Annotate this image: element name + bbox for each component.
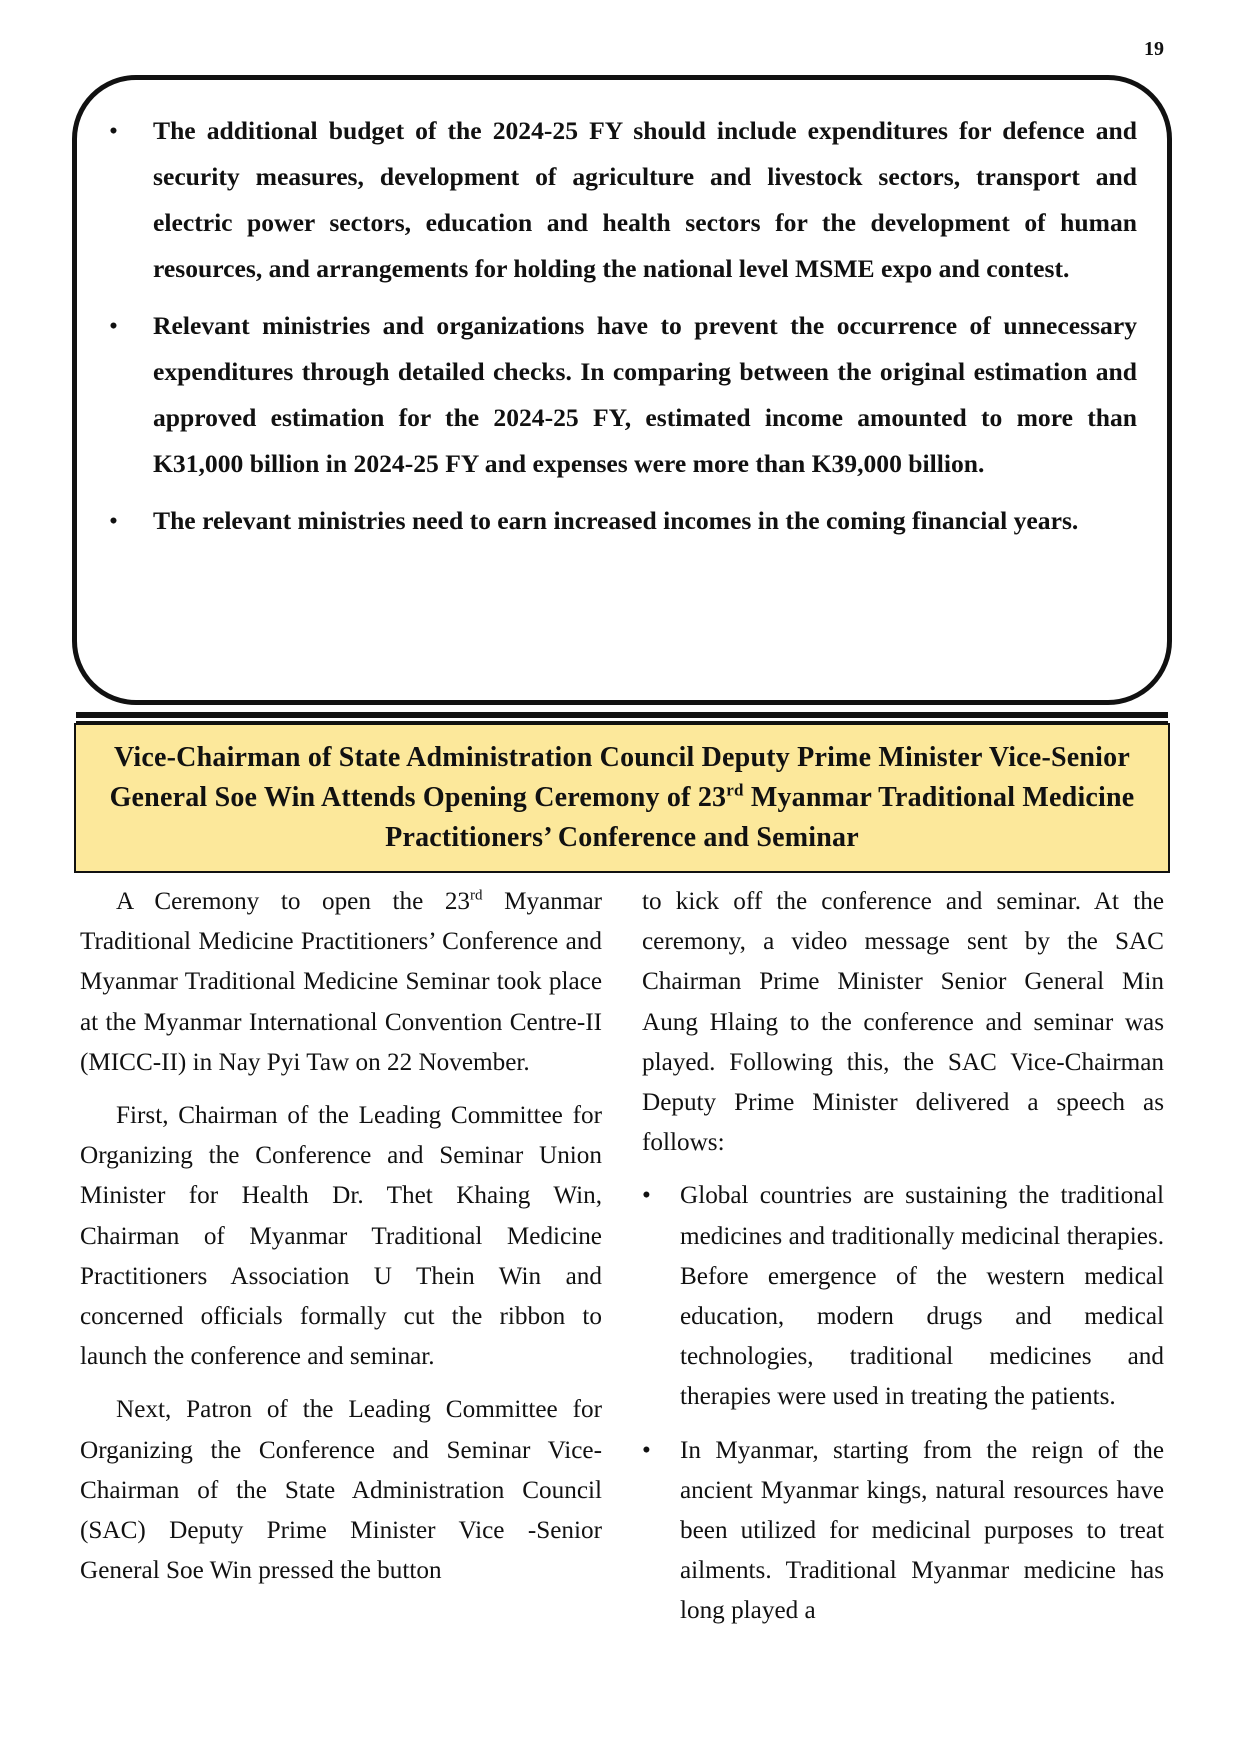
article-paragraph: First, Chairman of the Leading Committee for Organizing the Conference and Seminar Union Minister for Health Dr. Thet Khaing Win, Chairman of Myanmar Traditional Medicine Practitioners Association U Thein Win and concerned officials formally cut the ribbon to launch the conference and seminar.: [80, 1102, 602, 1371]
page-number: 19: [1144, 38, 1164, 60]
article-paragraph: [80, 882, 602, 1083]
bullet-icon: •: [642, 1182, 651, 1210]
bullet-icon: •: [109, 506, 118, 535]
bullet-icon: •: [642, 1436, 651, 1464]
headline-banner: [74, 723, 1170, 873]
speech-bullet-item: [642, 1176, 1164, 1417]
budget-bullet-item: [109, 108, 1137, 292]
section-divider-thick: [76, 712, 1168, 718]
article-paragraph: to kick off the conference and seminar. At the ceremony, a video message sent by the SAC Chairman Prime Minister Senior General Min Aung Hlaing to the conference and seminar was played. Following this, the SAC Vice-Chairman Deputy Prime Minister delivered a speech as follows:: [642, 888, 1164, 1157]
budget-bullet-item: [109, 303, 1137, 487]
budget-bullet-text: The relevant ministries need to earn increased incomes in the coming financial years.: [153, 506, 1079, 535]
speech-bullet-item: [642, 1431, 1164, 1632]
headline-text-start: Vice-Chairman of State Administration Council Deputy Prime Minister Vice-Senior General Soe Win Attends Opening Ceremony of 23: [109, 742, 1130, 813]
article-column-right: [642, 882, 1164, 1645]
speech-bullet-text: In Myanmar, starting from the reign of the ancient Myanmar kings, natural resources have been utilized for medicinal purposes to treat ailments. Traditional Myanmar medicine has long played a: [680, 1436, 1164, 1625]
bullet-icon: •: [109, 116, 118, 145]
speech-bullet-text: Global countries are sustaining the traditional medicines and traditionally medicinal therapies. Before emergence of the western medical education, modern drugs and medical technologies, traditional medicines and therapies were used in treating the patients.: [680, 1182, 1164, 1411]
budget-bullet-text: The additional budget of the 2024-25 FY should include expenditures for defence and security measures, development of agriculture and livestock sectors, transport and electric power sectors, education and health sectors for the development of human resources, and arrangements for holding the national level MSME expo and contest.: [153, 116, 1137, 283]
ordinal-suffix: rd: [470, 887, 483, 904]
budget-bullet-list: [109, 108, 1137, 544]
speech-bullet-list: [642, 1176, 1164, 1631]
headline-text-end: Myanmar Traditional Medicine Practitioners’ Conference and Seminar: [385, 782, 1135, 853]
paragraph-text-start: A Ceremony to open the 23: [116, 888, 471, 915]
budget-bullet-item: [109, 498, 1137, 544]
budget-bullet-text: Relevant ministries and organizations have to prevent the occurrence of unnecessary expenditures through detailed checks. In comparing between the original estimation and approved estimation for the 2024-25 FY, estimated income amounted to more than K31,000 billion in 2024-25 FY and expenses were more than K39,000 billion.: [153, 311, 1137, 478]
bullet-icon: •: [109, 311, 118, 340]
paragraph-text-end: Myanmar Traditional Medicine Practitioners’ Conference and Myanmar Traditional Medicine Seminar took place at the Myanmar International Convention Centre-II (MICC-II) in Nay Pyi Taw on 22 November.: [80, 888, 603, 1076]
headline-ordinal-suffix: rd: [726, 780, 744, 800]
budget-highlight-box: [72, 75, 1172, 705]
article-headline: [92, 738, 1152, 858]
article-paragraph: Next, Patron of the Leading Committee for Organizing the Conference and Seminar Vice-Chairman of the State Administration Council (SAC) Deputy Prime Minister Vice -Senior General Soe Win pressed the button: [80, 1396, 602, 1585]
article-column-left: [80, 882, 602, 1604]
